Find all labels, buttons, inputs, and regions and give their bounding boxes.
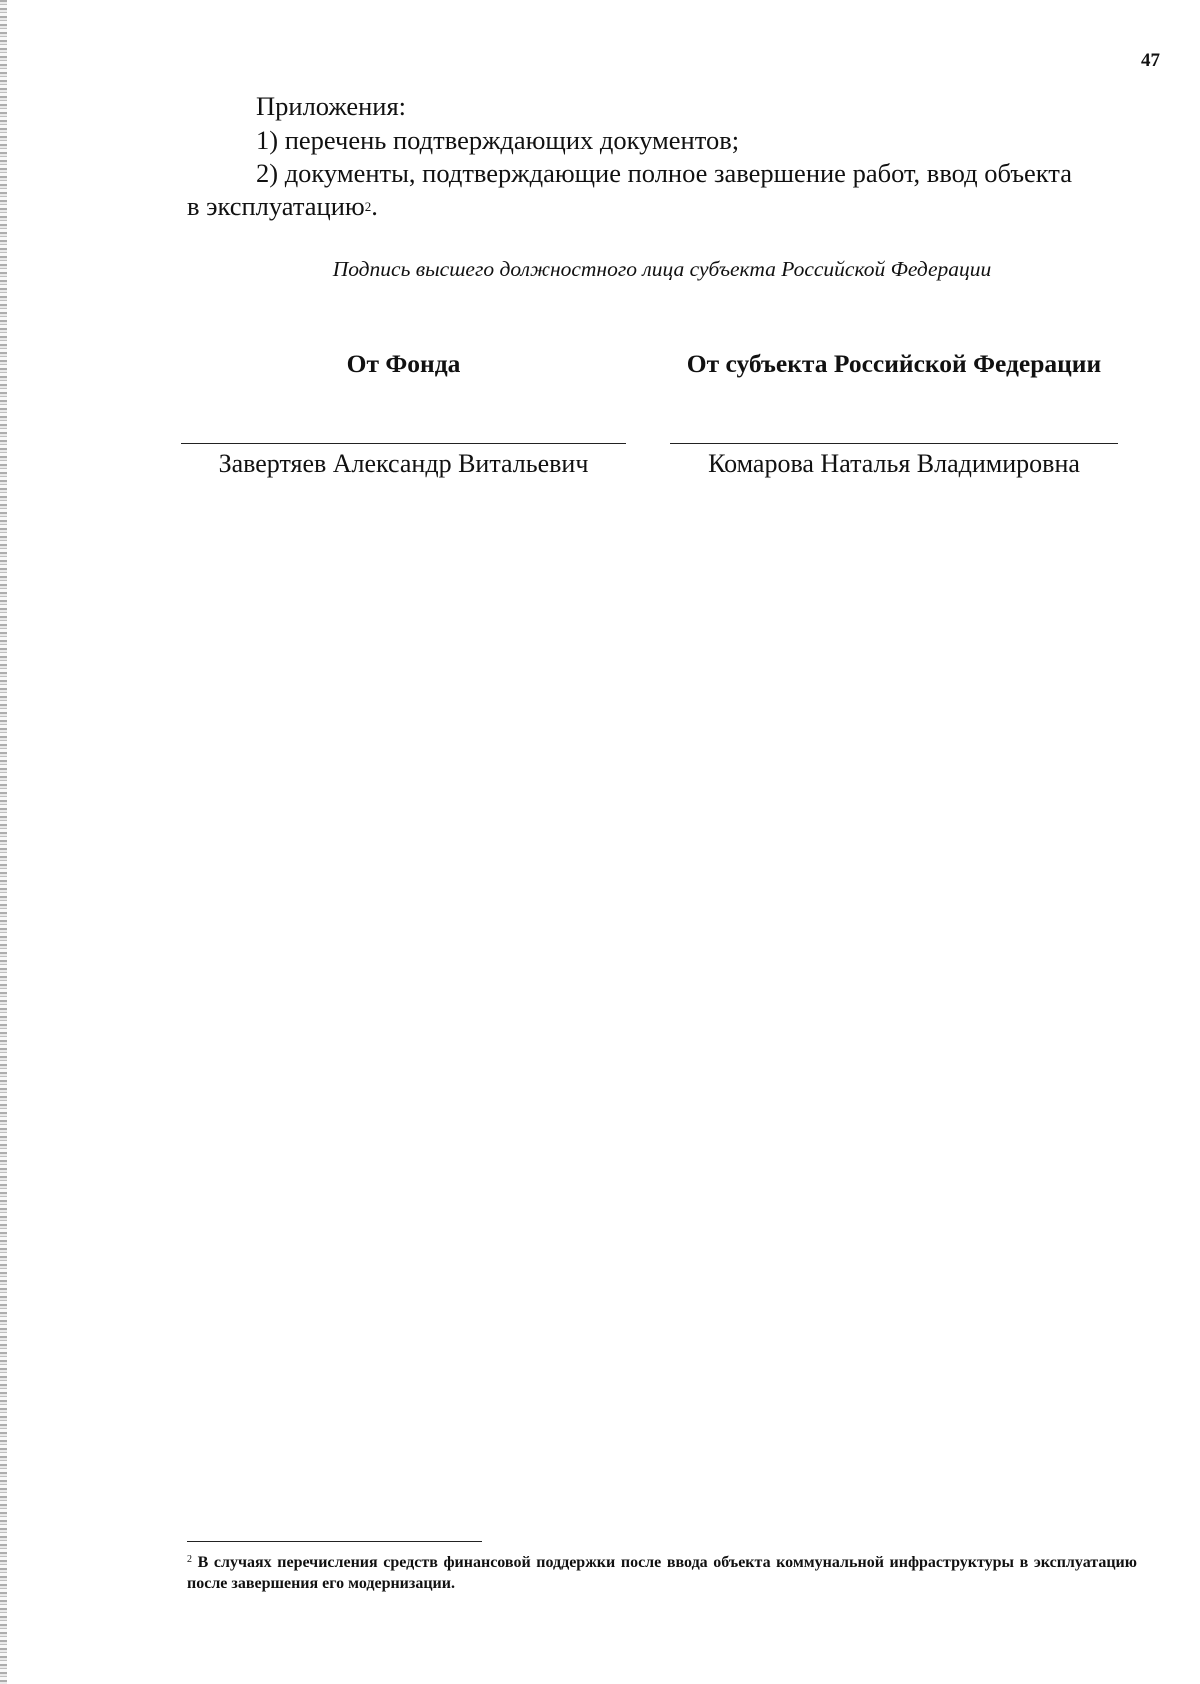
scan-edge-artifact — [0, 0, 7, 1684]
attachments-heading: Приложения: — [256, 91, 407, 121]
footnote-reference: 2 — [364, 199, 372, 214]
attachment-item-2-continuation: в эксплуатацию — [187, 191, 365, 221]
footnote — [187, 1552, 1137, 1594]
signature-line-region — [670, 443, 1118, 444]
party-heading-fund: От Фонда — [346, 349, 461, 378]
signatory-name-fund: Завертяев Александр Витальевич — [218, 449, 589, 478]
signature-line-fund — [181, 443, 626, 444]
attachment-item-2-line-2 — [187, 190, 1137, 223]
footnote-marker: 2 — [187, 1554, 192, 1565]
party-heading-region: От субъекта Российской Федерации — [686, 349, 1102, 378]
attachment-item-2-period: . — [371, 191, 378, 221]
signatory-name-region: Комарова Наталья Владимировна — [708, 449, 1080, 478]
footnote-text: В случаях перечисления средств финансовой поддержки после ввода объекта коммунальной инфраструктуры в эксплуатацию после завершения его модернизации. — [187, 1554, 1137, 1592]
footnote-separator — [187, 1541, 482, 1542]
page-number: 47 — [1141, 50, 1160, 71]
attachment-item-1: 1) перечень подтверждающих документов; — [256, 125, 740, 155]
signature-caption: Подпись высшего должностного лица субъекта Российской Федерации — [332, 257, 992, 281]
attachment-item-2-line-1: 2) документы, подтверждающие полное завершение работ, ввод объекта — [256, 158, 1072, 188]
